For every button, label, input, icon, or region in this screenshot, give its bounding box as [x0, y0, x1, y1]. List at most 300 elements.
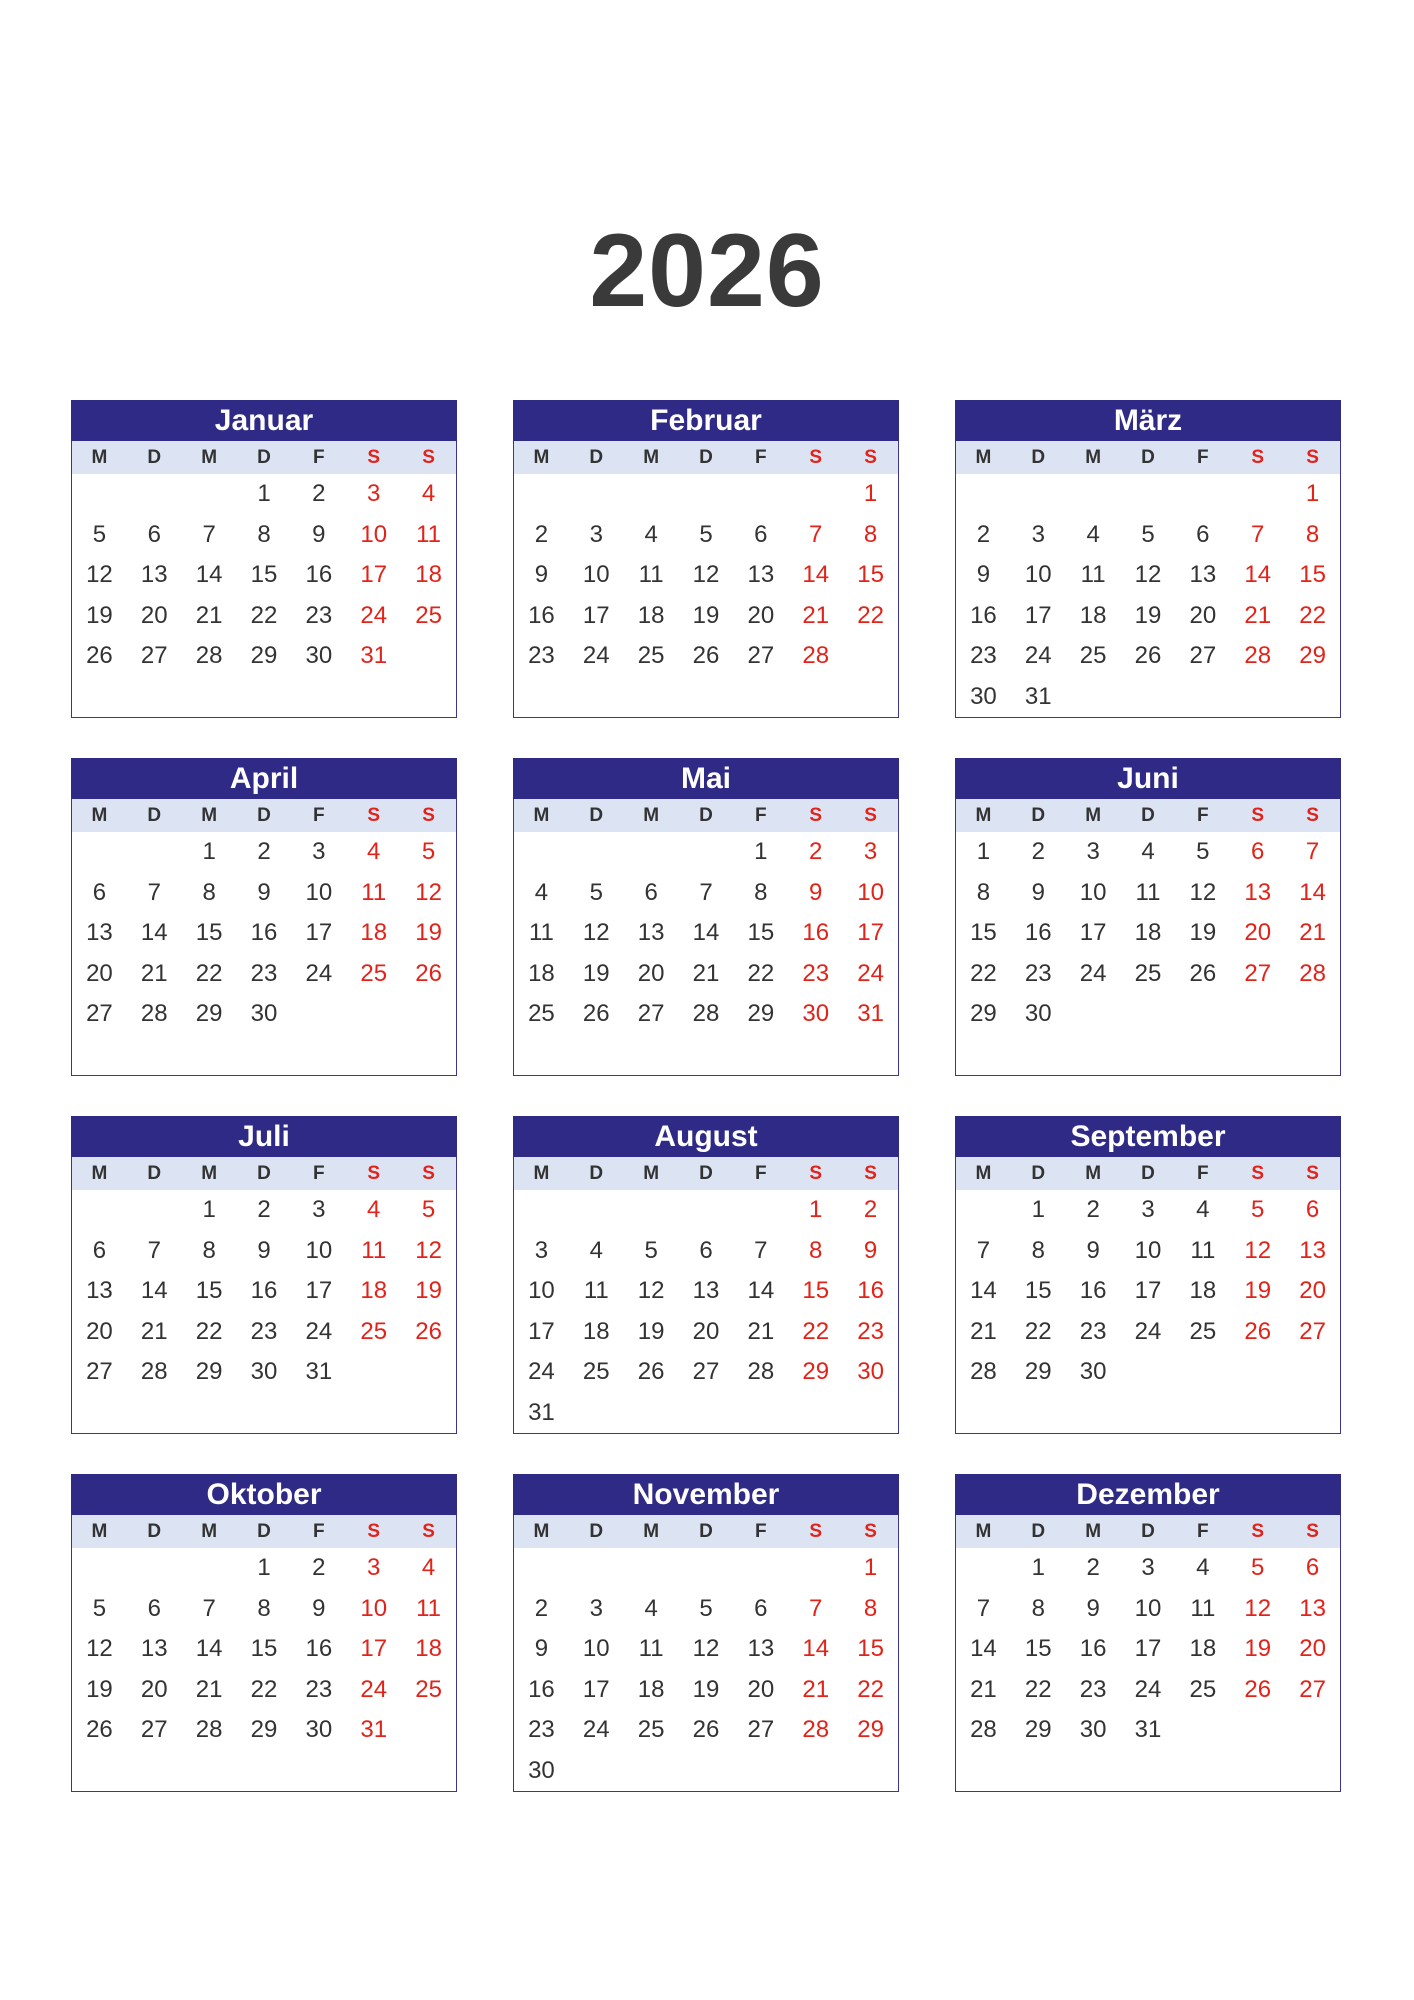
weekday-label: F — [755, 1520, 767, 1542]
days-grid — [956, 1548, 1340, 1751]
day-cell: 18 — [637, 1675, 665, 1703]
day-cell: 17 — [360, 1635, 388, 1663]
weekday-label: S — [1251, 446, 1265, 468]
day-cell: 1 — [1031, 1196, 1045, 1224]
day-cell: 21 — [195, 1675, 223, 1703]
day-cell: 7 — [809, 520, 823, 548]
day-cell: 2 — [809, 838, 823, 866]
day-cell: 24 — [360, 601, 388, 629]
day-cell: 11 — [1190, 1594, 1216, 1622]
day-cell: 14 — [140, 919, 168, 947]
day-cell: 17 — [305, 1277, 333, 1305]
day-cell: 4 — [1196, 1196, 1210, 1224]
day-cell: 18 — [415, 561, 442, 589]
day-cell: 17 — [1079, 919, 1107, 947]
day-cell: 12 — [415, 1236, 442, 1264]
day-cell: 17 — [1134, 1635, 1162, 1663]
day-cell: 3 — [312, 1196, 326, 1224]
weekday-label: D — [147, 1520, 162, 1542]
weekday-label: M — [91, 446, 108, 468]
day-cell: 14 — [802, 1635, 830, 1663]
day-cell: 20 — [637, 959, 665, 987]
weekday-label: M — [91, 1162, 108, 1184]
day-cell: 22 — [1299, 601, 1326, 629]
day-cell: 9 — [1031, 878, 1045, 906]
weekday-label: D — [589, 1162, 604, 1184]
month-dezember — [955, 1474, 1341, 1792]
weekday-label: M — [533, 1520, 550, 1542]
day-cell: 19 — [692, 1675, 720, 1703]
empty-cell — [514, 474, 569, 515]
day-cell: 9 — [809, 878, 823, 906]
day-cell: 25 — [415, 1675, 442, 1703]
day-cell: 13 — [1299, 1236, 1326, 1264]
day-cell: 7 — [147, 1236, 161, 1264]
day-cell: 4 — [589, 1236, 603, 1264]
day-cell: 17 — [582, 601, 610, 629]
day-cell: 1 — [863, 1554, 878, 1582]
day-cell: 15 — [857, 1635, 884, 1663]
day-cell: 22 — [857, 601, 884, 629]
weekday-label: S — [1306, 446, 1319, 468]
month-september — [955, 1116, 1341, 1434]
day-cell: 8 — [976, 878, 991, 906]
day-cell: 20 — [86, 1317, 113, 1345]
day-cell: 30 — [857, 1358, 884, 1386]
month-februar — [513, 400, 899, 718]
weekday-label: M — [975, 804, 992, 826]
day-cell: 6 — [92, 1236, 107, 1264]
weekday-label: S — [367, 804, 381, 826]
weekday-label: M — [643, 1162, 660, 1184]
empty-cell — [127, 1190, 182, 1231]
day-cell: 4 — [367, 1196, 381, 1224]
empty-cell — [1011, 474, 1066, 515]
month-name: Dezember — [955, 1474, 1341, 1515]
day-cell: 5 — [421, 838, 436, 866]
empty-cell — [1066, 677, 1121, 718]
day-cell: 16 — [1079, 1635, 1107, 1663]
day-cell: 2 — [534, 520, 549, 548]
day-cell: 6 — [1196, 520, 1210, 548]
day-cell: 6 — [644, 878, 658, 906]
day-cell: 9 — [976, 561, 991, 589]
day-cell: 16 — [1024, 919, 1052, 947]
empty-cell — [956, 1190, 1011, 1231]
day-cell: 11 — [638, 561, 664, 589]
days-grid — [514, 474, 898, 677]
day-cell: 18 — [637, 601, 665, 629]
month-name: September — [955, 1116, 1341, 1157]
day-cell: 20 — [692, 1317, 720, 1345]
empty-cell — [624, 1190, 679, 1231]
day-cell: 12 — [692, 1635, 720, 1663]
empty-cell — [569, 1393, 624, 1434]
weekday-label: S — [809, 446, 823, 468]
empty-cell — [956, 474, 1011, 515]
day-cell: 20 — [747, 601, 775, 629]
day-cell: 17 — [582, 1675, 610, 1703]
day-cell: 23 — [857, 1317, 884, 1345]
day-cell: 28 — [802, 642, 830, 670]
day-cell: 1 — [1305, 480, 1320, 508]
month-juni — [955, 758, 1341, 1076]
day-cell: 26 — [415, 959, 442, 987]
empty-cell — [401, 636, 456, 677]
month-august — [513, 1116, 899, 1434]
empty-cell — [127, 832, 182, 873]
day-cell: 24 — [1134, 1317, 1162, 1345]
day-cell: 29 — [195, 1358, 223, 1386]
day-cell: 27 — [140, 642, 168, 670]
empty-cell — [1285, 994, 1340, 1035]
empty-cell — [733, 1190, 788, 1231]
day-cell: 8 — [1031, 1236, 1045, 1264]
day-cell: 31 — [1024, 682, 1052, 710]
day-cell: 13 — [747, 1635, 775, 1663]
weekday-label: M — [1085, 446, 1102, 468]
day-cell: 16 — [305, 561, 333, 589]
day-cell: 10 — [1134, 1236, 1162, 1264]
day-cell: 25 — [1134, 959, 1162, 987]
day-cell: 14 — [692, 919, 720, 947]
empty-cell — [788, 474, 843, 515]
day-cell: 22 — [747, 959, 775, 987]
weekday-label: S — [864, 804, 877, 826]
day-cell: 18 — [1134, 919, 1162, 947]
day-cell: 16 — [802, 919, 830, 947]
month-oktober — [71, 1474, 457, 1792]
empty-cell — [788, 1548, 843, 1589]
day-cell: 4 — [367, 838, 381, 866]
empty-cell — [346, 994, 401, 1035]
empty-cell — [733, 474, 788, 515]
day-cell: 8 — [202, 878, 216, 906]
day-cell: 14 — [1244, 561, 1272, 589]
day-cell: 11 — [528, 919, 554, 947]
empty-cell — [569, 474, 624, 515]
day-cell: 12 — [637, 1277, 665, 1305]
day-cell: 28 — [195, 1716, 223, 1744]
day-cell: 23 — [305, 1675, 333, 1703]
day-cell: 19 — [86, 601, 113, 629]
day-cell: 28 — [140, 1358, 168, 1386]
day-cell: 16 — [528, 601, 555, 629]
day-cell: 21 — [692, 959, 720, 987]
day-cell: 5 — [92, 1594, 107, 1622]
month-name: Januar — [71, 400, 457, 441]
day-cell: 1 — [754, 838, 768, 866]
empty-cell — [843, 1393, 898, 1434]
empty-cell — [291, 994, 346, 1035]
days-grid — [72, 474, 456, 677]
day-cell: 23 — [970, 642, 997, 670]
day-cell: 28 — [970, 1358, 997, 1386]
weekday-label: D — [1141, 1162, 1155, 1184]
day-cell: 10 — [857, 878, 884, 906]
day-cell: 21 — [1299, 919, 1326, 947]
day-cell: 25 — [528, 1000, 555, 1028]
empty-cell — [1175, 994, 1230, 1035]
weekday-label: D — [589, 1520, 604, 1542]
month-name: Oktober — [71, 1474, 457, 1515]
day-cell: 13 — [1244, 878, 1272, 906]
weekday-label: F — [313, 446, 325, 468]
day-cell: 21 — [195, 601, 223, 629]
day-cell: 15 — [195, 1277, 223, 1305]
empty-cell — [679, 1393, 734, 1434]
weekday-header-row — [72, 441, 456, 474]
empty-cell — [1175, 1710, 1230, 1751]
empty-cell — [624, 1393, 679, 1434]
weekday-label: S — [422, 1162, 435, 1184]
weekday-label: M — [643, 804, 660, 826]
day-cell: 25 — [1189, 1317, 1217, 1345]
weekday-label: M — [1085, 1520, 1102, 1542]
weekday-header-row — [514, 799, 898, 832]
weekday-label: D — [147, 446, 162, 468]
day-cell: 25 — [360, 1317, 388, 1345]
day-cell: 23 — [528, 642, 555, 670]
empty-cell — [1121, 1352, 1176, 1393]
day-cell: 1 — [1031, 1554, 1045, 1582]
day-cell: 27 — [747, 1716, 775, 1744]
day-cell: 5 — [92, 520, 107, 548]
weekday-label: F — [1197, 1520, 1209, 1542]
empty-cell — [679, 832, 734, 873]
day-cell: 5 — [1251, 1196, 1265, 1224]
day-cell: 5 — [699, 1594, 713, 1622]
weekday-label: S — [1306, 1520, 1319, 1542]
empty-cell — [1066, 994, 1121, 1035]
weekday-header-row — [956, 1157, 1340, 1190]
day-cell: 22 — [857, 1675, 884, 1703]
day-cell: 5 — [1141, 520, 1155, 548]
day-cell: 29 — [970, 1000, 997, 1028]
weekday-label: F — [313, 1162, 325, 1184]
day-cell: 25 — [637, 642, 665, 670]
weekday-label: F — [755, 1162, 767, 1184]
day-cell: 30 — [305, 1716, 333, 1744]
day-cell: 7 — [147, 878, 161, 906]
day-cell: 24 — [857, 959, 884, 987]
empty-cell — [1121, 474, 1176, 515]
month-name: April — [71, 758, 457, 799]
day-cell: 9 — [1086, 1236, 1100, 1264]
empty-cell — [182, 1548, 237, 1589]
month-januar — [71, 400, 457, 718]
day-cell: 27 — [86, 1000, 113, 1028]
day-cell: 16 — [250, 919, 278, 947]
month-maerz — [955, 400, 1341, 718]
day-cell: 9 — [312, 520, 326, 548]
weekday-label: D — [1031, 1162, 1046, 1184]
day-cell: 9 — [534, 1635, 549, 1663]
day-cell: 19 — [1134, 601, 1162, 629]
day-cell: 18 — [415, 1635, 442, 1663]
day-cell: 6 — [699, 1236, 713, 1264]
day-cell: 11 — [1135, 878, 1161, 906]
weekday-label: S — [422, 804, 435, 826]
month-name: Mai — [513, 758, 899, 799]
day-cell: 19 — [692, 601, 720, 629]
day-cell: 22 — [195, 1317, 223, 1345]
day-cell: 8 — [863, 520, 878, 548]
day-cell: 10 — [305, 878, 333, 906]
day-cell: 30 — [250, 1358, 278, 1386]
weekday-label: M — [533, 446, 550, 468]
day-cell: 18 — [360, 919, 388, 947]
weekday-label: D — [147, 804, 162, 826]
day-cell: 2 — [863, 1196, 878, 1224]
day-cell: 4 — [644, 1594, 658, 1622]
day-cell: 2 — [257, 838, 271, 866]
day-cell: 12 — [86, 561, 113, 589]
day-cell: 14 — [195, 561, 223, 589]
day-cell: 3 — [1086, 838, 1100, 866]
day-cell: 16 — [970, 601, 997, 629]
day-cell: 26 — [86, 642, 113, 670]
day-cell: 10 — [582, 561, 610, 589]
day-cell: 13 — [637, 919, 665, 947]
empty-cell — [624, 832, 679, 873]
day-cell: 6 — [754, 1594, 768, 1622]
weekday-label: M — [643, 1520, 660, 1542]
weekday-label: S — [809, 804, 823, 826]
day-cell: 2 — [1086, 1196, 1100, 1224]
weekday-label: D — [699, 446, 713, 468]
day-cell: 23 — [1024, 959, 1052, 987]
days-grid — [72, 832, 456, 1035]
day-cell: 13 — [747, 561, 775, 589]
empty-cell — [624, 1548, 679, 1589]
day-cell: 8 — [257, 1594, 271, 1622]
day-cell: 3 — [589, 1594, 603, 1622]
day-cell: 15 — [857, 561, 884, 589]
empty-cell — [569, 1751, 624, 1792]
weekday-label: S — [864, 1162, 877, 1184]
day-cell: 28 — [747, 1358, 775, 1386]
day-cell: 7 — [202, 1594, 216, 1622]
day-cell: 20 — [1189, 601, 1217, 629]
day-cell: 15 — [970, 919, 997, 947]
day-cell: 27 — [140, 1716, 168, 1744]
day-cell: 8 — [257, 520, 271, 548]
weekday-label: S — [1306, 804, 1319, 826]
day-cell: 27 — [1189, 642, 1217, 670]
day-cell: 11 — [416, 520, 442, 548]
day-cell: 3 — [367, 480, 381, 508]
days-grid — [956, 1190, 1340, 1393]
weekday-label: D — [699, 1162, 713, 1184]
day-cell: 1 — [257, 1554, 271, 1582]
day-cell: 17 — [528, 1317, 555, 1345]
day-cell: 5 — [699, 520, 713, 548]
empty-cell — [624, 474, 679, 515]
weekday-label: D — [699, 1520, 713, 1542]
day-cell: 20 — [140, 1675, 168, 1703]
day-cell: 26 — [692, 642, 720, 670]
day-cell: 27 — [1299, 1317, 1326, 1345]
day-cell: 12 — [415, 878, 442, 906]
day-cell: 9 — [534, 561, 549, 589]
day-cell: 18 — [1189, 1635, 1217, 1663]
day-cell: 29 — [857, 1716, 884, 1744]
empty-cell — [1121, 677, 1176, 718]
days-grid — [956, 832, 1340, 1035]
month-name: März — [955, 400, 1341, 441]
empty-cell — [514, 1548, 569, 1589]
day-cell: 19 — [637, 1317, 665, 1345]
month-name: Juli — [71, 1116, 457, 1157]
day-cell: 2 — [534, 1594, 549, 1622]
day-cell: 24 — [528, 1358, 555, 1386]
day-cell: 28 — [1244, 642, 1272, 670]
empty-cell — [1175, 677, 1230, 718]
day-cell: 19 — [1189, 919, 1217, 947]
day-cell: 1 — [809, 1196, 823, 1224]
month-november — [513, 1474, 899, 1792]
months-grid — [71, 400, 1341, 1792]
day-cell: 29 — [802, 1358, 830, 1386]
day-cell: 31 — [857, 1000, 884, 1028]
empty-cell — [733, 1393, 788, 1434]
day-cell: 4 — [534, 878, 549, 906]
day-cell: 20 — [1299, 1277, 1326, 1305]
day-cell: 10 — [1134, 1594, 1162, 1622]
day-cell: 13 — [86, 919, 113, 947]
day-cell: 12 — [1244, 1236, 1272, 1264]
weekday-label: M — [1085, 1162, 1102, 1184]
day-cell: 30 — [1079, 1716, 1107, 1744]
weekday-label: S — [1251, 804, 1265, 826]
day-cell: 11 — [361, 878, 387, 906]
day-cell: 30 — [1079, 1358, 1107, 1386]
day-cell: 12 — [1189, 878, 1217, 906]
day-cell: 7 — [809, 1594, 823, 1622]
empty-cell — [72, 1190, 127, 1231]
month-name: November — [513, 1474, 899, 1515]
day-cell: 4 — [1141, 838, 1155, 866]
days-grid — [956, 474, 1340, 717]
day-cell: 4 — [1196, 1554, 1210, 1582]
day-cell: 9 — [312, 1594, 326, 1622]
day-cell: 7 — [976, 1236, 991, 1264]
day-cell: 27 — [747, 642, 775, 670]
day-cell: 22 — [1024, 1317, 1052, 1345]
day-cell: 31 — [360, 642, 388, 670]
day-cell: 2 — [1086, 1554, 1100, 1582]
weekday-label: M — [201, 446, 218, 468]
day-cell: 28 — [1299, 959, 1326, 987]
empty-cell — [72, 832, 127, 873]
day-cell: 17 — [857, 919, 884, 947]
day-cell: 13 — [140, 1635, 168, 1663]
day-cell: 28 — [195, 642, 223, 670]
day-cell: 5 — [1196, 838, 1210, 866]
day-cell: 24 — [1134, 1675, 1162, 1703]
day-cell: 13 — [86, 1277, 113, 1305]
day-cell: 12 — [1134, 561, 1162, 589]
day-cell: 26 — [415, 1317, 442, 1345]
day-cell: 13 — [140, 561, 168, 589]
day-cell: 29 — [1024, 1358, 1052, 1386]
day-cell: 8 — [809, 1236, 823, 1264]
day-cell: 7 — [754, 1236, 768, 1264]
day-cell: 6 — [92, 878, 107, 906]
day-cell: 24 — [1024, 642, 1052, 670]
month-name: August — [513, 1116, 899, 1157]
